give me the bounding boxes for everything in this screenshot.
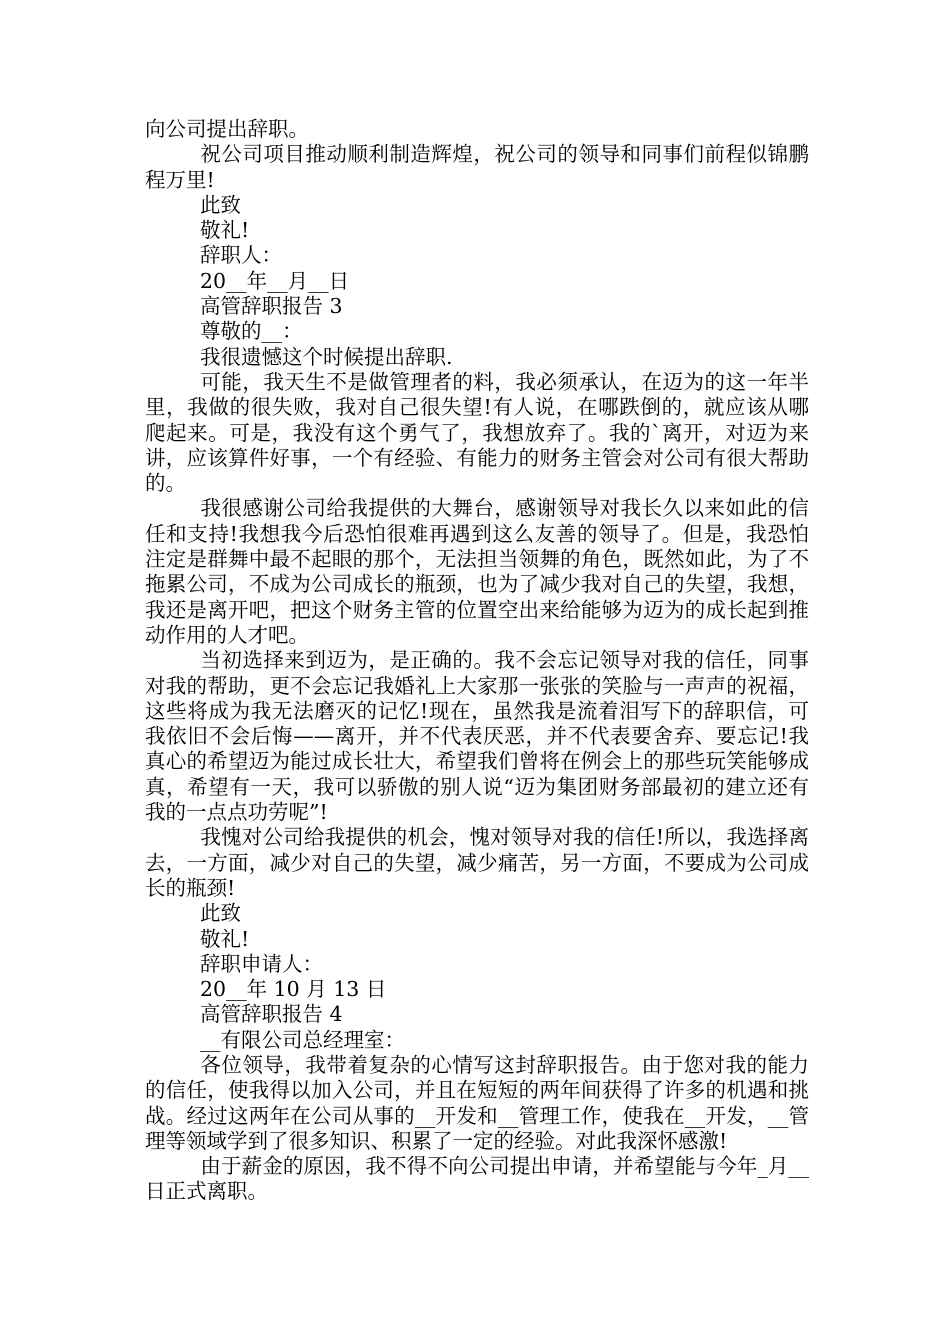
paragraph: 可能，我天生不是做管理者的料，我必须承认，在迈为的这一年半里，我做的很失败，我对自己很失望!有人说，在哪跌倒的，就应该从哪爬起来。可是，我没有这个勇气了，我想放弃了。我的`离开，对迈为来讲，应该算件好事，一个有经验、有能力的财务主管会对公司有很大帮助的。 <box>145 369 809 496</box>
paragraph: 由于薪金的原因，我不得不向公司提出申请，并希望能与今年_月__日正式离职。 <box>145 1154 809 1204</box>
closing-line: 此致 <box>200 901 241 926</box>
text-line: 我很遗憾这个时候提出辞职. <box>200 344 453 369</box>
salutation-line: 尊敬的__： <box>200 319 303 344</box>
paragraph: 祝公司项目推动顺利制造辉煌，祝公司的领导和同事们前程似锦鹏程万里! <box>145 142 809 192</box>
signature-line: 辞职申请人： <box>200 951 323 976</box>
paragraph: 当初选择来到迈为，是正确的。我不会忘记领导对我的信任，同事对我的帮助，更不会忘记我婚礼上大家那一张张的笑脸与一声声的祝福，这些将成为我无法磨灭的记忆!现在，虽然我是流着泪写下的辞职信，可我依旧不会后悔——离开，并不代表厌恶，并不代表要舍弃、要忘记!我真心的希望迈为能过成长壮大，希望我们曾将在例会上的那些玩笑能够成真，希望有一天，我可以骄傲的别人说“迈为集团财务部最初的建立还有我的一点点功劳呢”! <box>145 648 809 825</box>
date-line: 20__年__月__日 <box>200 268 350 293</box>
closing-line: 此致 <box>200 192 241 217</box>
paragraph: 我愧对公司给我提供的机会，愧对领导对我的信任!所以，我选择离去，一方面，减少对自己的失望，减少痛苦，另一方面，不要成为公司成长的瓶颈! <box>145 825 809 900</box>
section-title: 高管辞职报告 4 <box>200 1002 343 1027</box>
paragraph: 我很感谢公司给我提供的大舞台，感谢领导对我长久以来如此的信任和支持!我想我今后恐怕很难再遇到这么友善的领导了。但是，我恐怕注定是群舞中最不起眼的那个，无法担当领舞的角色，既然如此，为了不拖累公司，不成为公司成长的瓶颈，也为了减少我对自己的失望，我想，我还是离开吧，把这个财务主管的位置空出来给能够为迈为的成长起到推动作用的人才吧。 <box>145 496 809 647</box>
salutation-line: __有限公司总经理室： <box>200 1027 405 1052</box>
signature-line: 辞职人： <box>200 243 282 268</box>
section-title: 高管辞职报告 3 <box>200 294 343 319</box>
closing-line: 敬礼! <box>200 218 250 243</box>
paragraph: 各位领导，我带着复杂的心情写这封辞职报告。由于您对我的能力的信任，使我得以加入公司，并且在短短的两年间获得了许多的机遇和挑战。经过这两年在公司从事的__开发和__管理工作，使我在__开发，__管理等领域学到了很多知识、积累了一定的经验。对此我深怀感激! <box>145 1052 809 1153</box>
closing-line: 敬礼! <box>200 926 250 951</box>
date-line: 20__年 10 月 13 日 <box>200 977 387 1002</box>
paragraph: 向公司提出辞职。 <box>145 117 309 141</box>
document-page <box>145 117 809 1205</box>
